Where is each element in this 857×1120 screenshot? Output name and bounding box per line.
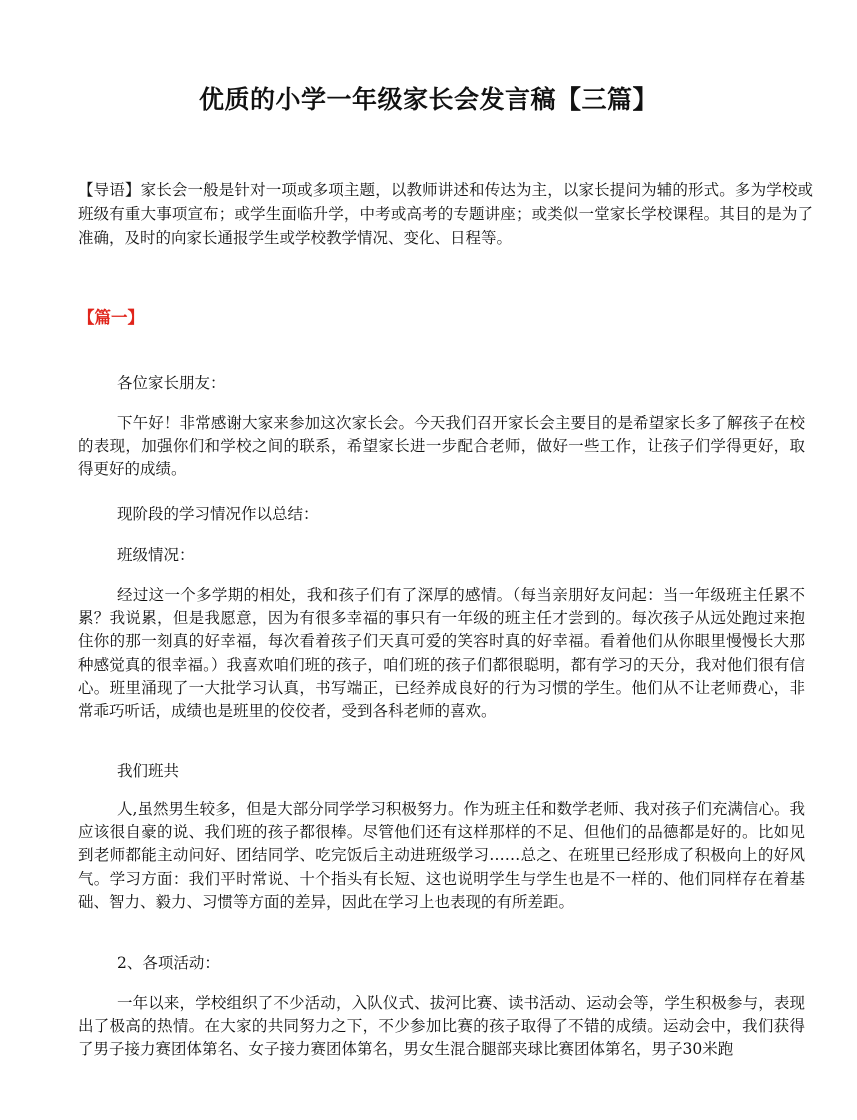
greeting-paragraph: 各位家长朋友：: [117, 374, 226, 392]
class-label-paragraph: 班级情况：: [117, 546, 195, 564]
lead-text: 家长会一般是针对一项或多项主题，以教师讲述和传达为主，以家长提问为辅的形式。多为学校或班级有重大事项宣布；或学生面临升学，中考或高考的专题讲座；或类似一堂家长学校课程。其目的是为了准确，及时的向家长通报学生或学校教学情况、变化、日程等。: [78, 181, 813, 247]
intro-paragraph: 下午好！非常感谢大家来参加这次家长会。今天我们召开家长会主要目的是希望家长多了解孩子在校的表现，加强你们和学校之间的联系，希望家长进一步配合老师，做好一些工作，让孩子们学得更好，取得更好的成绩。: [78, 414, 805, 479]
lead-tag: 【导语】: [78, 181, 141, 199]
feelings-paragraph: 经过这一个多学期的相处，我和孩子们有了深厚的感情。（每当亲朋好友问起：当一年级班主任累不累？我说累，但是我愿意，因为有很多幸福的事只有一年级的班主任才尝到的。每次孩子从远处跑过来抱住你的那一刻真的好幸福，每次看着孩子们天真可爱的笑容时真的好幸福。看着他们从你眼里慢慢长大那种感觉真的很幸福。）我喜欢咱们班的孩子，咱们班的孩子们都很聪明，都有学习的天分，我对他们很有信心。班里涌现了一大批学习认真，书写端正，已经养成良好的行为习惯的学生。他们从不让老师费心，非常乖巧听话，成绩也是班里的佼佼者，受到各科老师的喜欢。: [78, 586, 805, 721]
activities-heading-paragraph: 2、各项活动：: [117, 954, 220, 972]
lead-paragraph: [78, 178, 813, 250]
page-title: 优质的小学一年级家长会发言稿【三篇】: [198, 85, 658, 114]
students-paragraph: 人,虽然男生较多，但是大部分同学学习积极努力。作为班主任和数学老师、我对孩子们充满信心。我应该很自豪的说、我们班的孩子都很棒。尽管他们还有这样那样的不足、但他们的品德都是好的。比如见到老师都能主动问好、团结同学、吃完饭后主动进班级学习……总之、在班里已经形成了积极向上的好风气。学习方面：我们平时常说、十个指头有长短、这也说明学生与学生也是不一样的、他们同样存在着基础、智力、毅力、习惯等方面的差异，因此在学习上也表现的有所差距。: [78, 800, 805, 911]
our-class-paragraph: 我们班共: [117, 762, 180, 780]
summary-paragraph: 现阶段的学习情况作以总结：: [117, 505, 319, 523]
section-heading: 【篇一】: [78, 308, 144, 327]
activities-paragraph: 一年以来，学校组织了不少活动，入队仪式、拔河比赛、读书活动、运动会等，学生积极参与，表现出了极高的热情。在大家的共同努力之下，不少参加比赛的孩子取得了不错的成绩。运动会中，我们获得了男子接力赛团体第名、女子接力赛团体第名，男女生混合腿部夹球比赛团体第名，男子30米跑: [78, 994, 805, 1059]
